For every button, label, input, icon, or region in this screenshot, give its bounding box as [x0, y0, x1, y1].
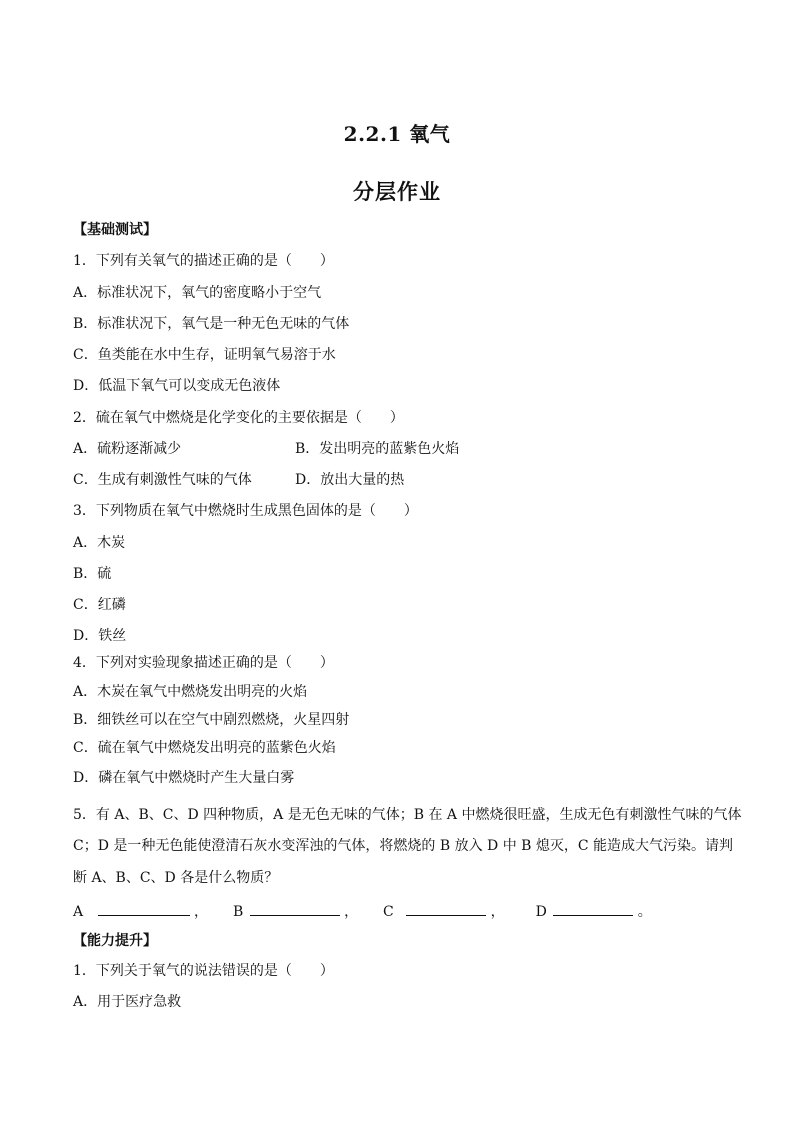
question-1-option-a: A．标准状况下，氧气的密度略小于空气 — [73, 285, 322, 301]
answer-sep-2: ， — [344, 904, 359, 920]
question-2-row-2 — [73, 471, 405, 489]
question-3-option-b: B．硫 — [73, 566, 112, 582]
question-5-line-2: C；D 是一种无色能使澄清石灰水变浑浊的气体，将燃烧的 B 放入 D 中 B 熄灭，C 能造成大气污染。请判 — [73, 838, 734, 854]
page-title: 2.2.1 氧气 — [343, 122, 451, 146]
question-2-stem: 2．硫在氧气中燃烧是化学变化的主要依据是（ ） — [73, 410, 404, 426]
advanced-question-1-stem: 1．下列关于氧气的说法错误的是（ ） — [73, 963, 334, 979]
question-1-option-c: C．鱼类能在水中生存，证明氧气易溶于水 — [73, 347, 336, 363]
question-4-option-a: A．木炭在氧气中燃烧发出明亮的火焰 — [73, 684, 308, 700]
answer-blank-d[interactable] — [553, 901, 633, 916]
question-5-line-1: 5．有 A、B、C、D 四种物质，A 是无色无味的气体；B 在 A 中燃烧很旺盛，生成无色有刺激性气味的气体 — [73, 807, 742, 823]
question-5-line-3: 断 A、B、C、D 各是什么物质？ — [73, 870, 279, 886]
advanced-question-1-option-a: A．用于医疗急救 — [73, 994, 182, 1010]
page-subtitle: 分层作业 — [353, 179, 441, 204]
answer-label-c: C — [383, 904, 394, 920]
question-2-option-c: C．生成有刺激性气味的气体 — [73, 472, 252, 488]
question-3-option-d: D．铁丝 — [73, 628, 127, 644]
answer-blank-b[interactable] — [250, 901, 340, 916]
answer-end: 。 — [637, 904, 652, 920]
question-1-stem: 1．下列有关氧气的描述正确的是（ ） — [73, 253, 334, 269]
question-4-option-d: D．磷在氧气中燃烧时产生大量白雾 — [73, 770, 295, 786]
section-advanced-heading: 【能力提升】 — [73, 933, 157, 949]
question-1-option-d: D．低温下氧气可以变成无色液体 — [73, 378, 281, 394]
answer-label-b: B — [232, 904, 244, 920]
question-4-stem: 4．下列对实验现象描述正确的是（ ） — [73, 655, 334, 671]
section-basic-heading: 【基础测试】 — [73, 222, 157, 238]
question-3-option-a: A．木炭 — [73, 535, 126, 551]
answer-sep-3: ， — [490, 904, 505, 920]
question-1-option-b: B．标准状况下，氧气是一种无色无味的气体 — [73, 316, 350, 332]
question-3-stem: 3．下列物质在氧气中燃烧时生成黑色固体的是（ ） — [73, 503, 418, 519]
question-4-option-c: C．硫在氧气中燃烧发出明亮的蓝紫色火焰 — [73, 740, 336, 756]
answer-label-a: A — [73, 904, 84, 920]
answer-blank-a[interactable] — [98, 901, 190, 916]
question-2-option-d: D．放出大量的热 — [295, 472, 405, 488]
question-3-option-c: C．红磷 — [73, 597, 126, 613]
answer-sep-1: ， — [194, 904, 209, 920]
question-2-option-a: A．硫粉逐渐减少 — [73, 441, 182, 457]
question-2-option-b: B．发出明亮的蓝紫色火焰 — [295, 441, 460, 457]
answer-label-d: D — [535, 904, 547, 920]
question-5-answer-row — [73, 901, 652, 921]
question-4-option-b: B．细铁丝可以在空气中剧烈燃烧，火星四射 — [73, 712, 350, 728]
question-2-row-1 — [73, 440, 460, 458]
answer-blank-c[interactable] — [406, 901, 486, 916]
